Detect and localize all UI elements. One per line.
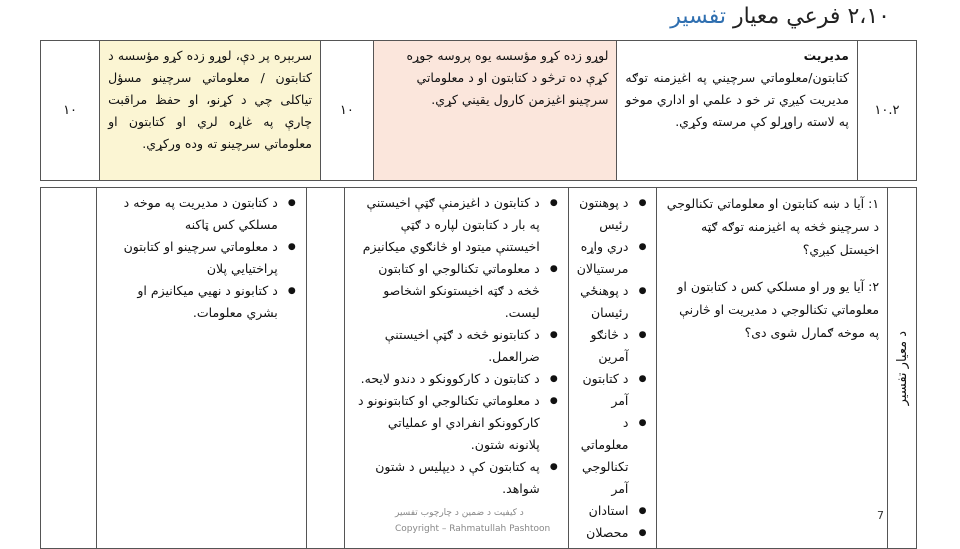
stakeholders-cell bbox=[568, 188, 657, 549]
evidence-cell bbox=[345, 188, 568, 549]
standard-heading: مدیریت bbox=[803, 48, 849, 63]
slide-number: 7 bbox=[877, 509, 884, 522]
evidence-item: ● د معلوماتي تکنالوجي او کتابتون څخه د ګټه اخیستونکو اشخاصو لیست. bbox=[353, 258, 543, 324]
top-table bbox=[40, 40, 917, 181]
additional-item: ● د کتابتون د مدیریت په موخه د مسلکي کس ټاکنه bbox=[105, 192, 282, 236]
evidence-item: ● د کتابتون د اغیزمنې ګټې اخیستنې په بار د کتابتون لپاره د ګټې اخیستنې میتود او څانګوي میکانیزم bbox=[353, 192, 543, 258]
stakeholder-item: ● د پوهنځي رئیسان bbox=[577, 280, 633, 324]
stakeholder-item: ● دري واړه مرستيالان bbox=[577, 236, 633, 280]
side-label-cell bbox=[888, 188, 917, 549]
spacer-cell bbox=[306, 188, 344, 549]
stakeholder-item: ● د کتابتون آمر bbox=[577, 368, 633, 412]
standard-cell bbox=[617, 41, 858, 181]
bottom-table bbox=[40, 187, 917, 549]
code-cell: ۱۰.۲ bbox=[857, 41, 916, 181]
side-label: د معیار تفسیر bbox=[895, 330, 910, 406]
level-cell-yellow: سربېره پر دې، لوړو زده کړو مؤسسه د کتابتون / معلوماتي سرچينو مسؤل تیاکلی چي د کړنو، او حفظ مراقبت چارې په غاړه لري او کتابتون او معلوماتي سرچينو ته وده ورکړي. bbox=[100, 41, 321, 181]
additional-cell bbox=[97, 188, 307, 549]
evidence-list bbox=[353, 192, 559, 500]
stakeholder-item: ● استادان bbox=[577, 500, 633, 522]
additional-item: ● د کتابونو د نهیي میکانیزم او بشري معلومات. bbox=[105, 280, 282, 324]
evidence-item: ● د کتابتون د کارکوونکو د دندو لایحه. bbox=[353, 368, 543, 390]
page-title bbox=[670, 4, 890, 29]
additional-item: ● د معلوماتي سرچينو او کتابتون پراختیايي پلان bbox=[105, 236, 282, 280]
additional-list bbox=[105, 192, 298, 324]
stakeholder-item: ● د پوهنتون رئیس bbox=[577, 192, 633, 236]
stakeholder-item: ● محصلان bbox=[577, 522, 633, 544]
stakeholder-item: ● د معلوماتي تکنالوجي آمر bbox=[577, 412, 633, 500]
stakeholders-list bbox=[577, 192, 649, 544]
evidence-item: ● په کتابتون کې د دیپلیس د شتون شواهد. bbox=[353, 456, 543, 500]
footer-title: د کیفیت د ضمین د چارچوب تفسیر bbox=[395, 508, 524, 518]
questions-cell bbox=[657, 188, 888, 549]
standard-description: کتابتون/معلوماتي سرچيني په اغیزمنه توګه مدیریت کیږي تر خو د علمي او اداري موخو په لاسته راوړلو کې مرسته وکړي. bbox=[625, 70, 849, 129]
footer-copyright: Copyright – Rahmatullah Pashtoon bbox=[395, 524, 551, 534]
evidence-item: ● د کتابتونو څخه د ګټې اخیستنې ضرالعمل. bbox=[353, 324, 543, 368]
title-number: ۲،۱۰ bbox=[847, 4, 890, 29]
title-word2: تفسير bbox=[670, 4, 726, 29]
evidence-item: ● د معلوماتي تکنالوجي او کتابتونونو د کارکوونکو انفرادي او عملیاتي پلانونه شتون. bbox=[353, 390, 543, 456]
peach-score: ۱۰ bbox=[320, 41, 373, 181]
question-2: ۲: آیا یو ور او مسلکي کس د کتابتون او معلوماتي تکنالوجي د مدیریت او څارنې په موخه ګمارل شوی دی؟ bbox=[677, 279, 880, 340]
stakeholder-item: ● د څانګو آمرین bbox=[577, 324, 633, 368]
question-1: ۱: آیا د ښه کتابتون او معلوماتي تکنالوجي د سرچينو څخه په اغیزمنه توګه ګټه اخیستل کیږي؟ bbox=[666, 196, 880, 257]
yellow-score: ۱۰ bbox=[41, 41, 100, 181]
title-word1: فرعي معيار bbox=[732, 4, 841, 29]
level-cell-peach: لوړو زده کړو مؤسسه یوه پروسه جوړه کړې ده ترڅو د کتابتون او د معلوماتي سرچينو اغیزمن کارول یقیني کړي. bbox=[373, 41, 617, 181]
empty-cell bbox=[41, 188, 97, 549]
